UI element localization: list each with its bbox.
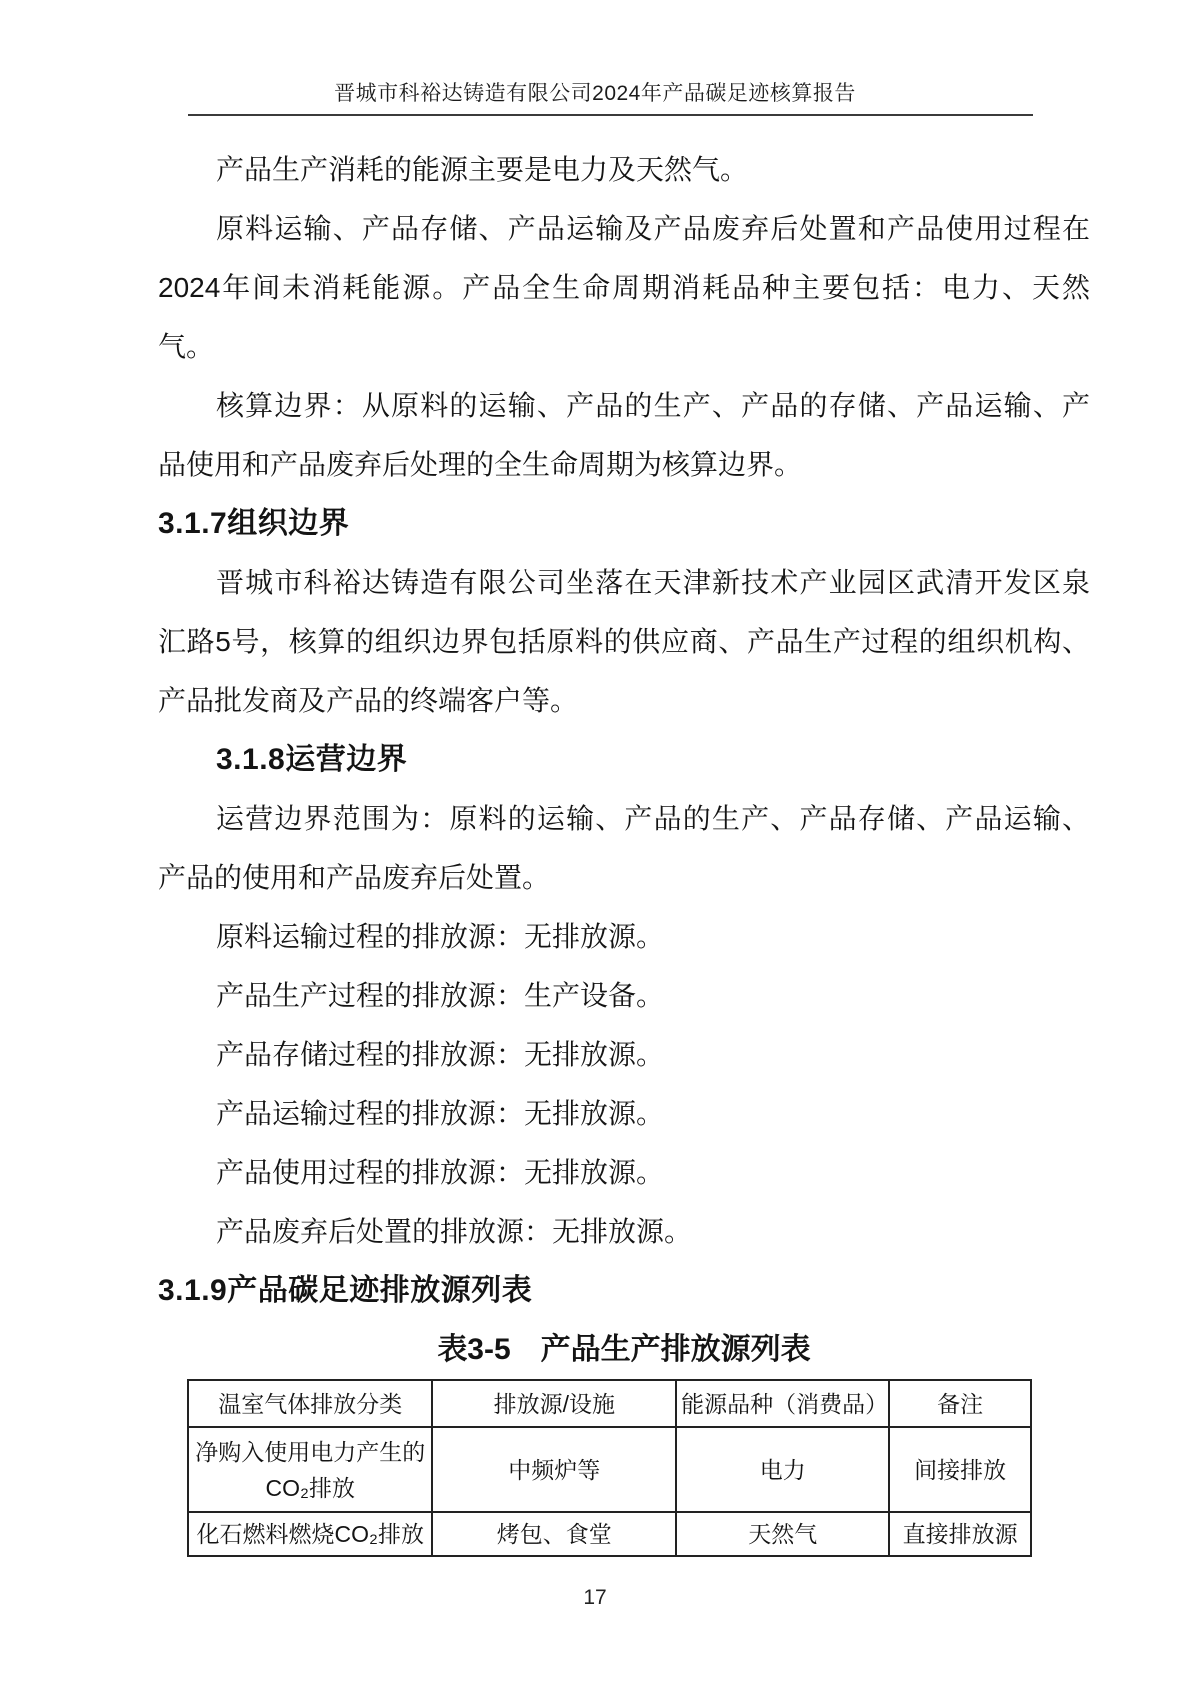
col-header-source: 排放源/设施	[432, 1380, 676, 1427]
cell-category: 化石燃料燃烧CO₂排放	[188, 1512, 432, 1556]
col-header-ghg-category: 温室气体排放分类	[188, 1380, 432, 1427]
cell-note: 直接排放源	[889, 1512, 1031, 1556]
cell-energy: 电力	[676, 1427, 889, 1512]
table-row	[188, 1427, 1031, 1512]
body-line: 产品生产过程的排放源：生产设备。	[216, 980, 665, 1011]
col-header-note: 备注	[889, 1380, 1031, 1427]
body-line: 产品生产消耗的能源主要是电力及天然气。	[216, 154, 749, 185]
body-line: 产品的使用和产品废弃后处置。	[158, 862, 551, 893]
body-line: 运营边界范围为：原料的运输、产品的生产、产品存储、产品运输、	[216, 803, 1090, 834]
section-heading-3-1-7: 3.1.7组织边界	[158, 507, 350, 540]
emission-source-table	[187, 1379, 1032, 1557]
body-line: 原料运输过程的排放源：无排放源。	[216, 921, 665, 952]
section-heading-3-1-8: 3.1.8运营边界	[216, 743, 408, 776]
body-line: 产品运输过程的排放源：无排放源。	[216, 1098, 665, 1129]
body-line: 晋城市科裕达铸造有限公司坐落在天津新技术产业园区武清开发区泉	[216, 567, 1090, 598]
body-line: 汇路5号，核算的组织边界包括原料的供应商、产品生产过程的组织机构、	[158, 626, 1090, 657]
table-row	[188, 1512, 1031, 1556]
table-caption-title: 产品生产排放源列表	[540, 1333, 811, 1366]
body-line: 2024年间未消耗能源。产品全生命周期消耗品种主要包括：电力、天然	[158, 272, 1090, 303]
body-content	[158, 140, 1090, 1379]
section-heading-3-1-9: 3.1.9产品碳足迹排放源列表	[158, 1274, 533, 1307]
cell-category-line: CO₂排放	[265, 1474, 355, 1501]
cell-note: 间接排放	[889, 1427, 1031, 1512]
cell-source: 中频炉等	[432, 1427, 676, 1512]
body-line: 品使用和产品废弃后处理的全生命周期为核算边界。	[158, 449, 803, 480]
header-rule	[188, 114, 1033, 116]
body-line: 产品废弃后处置的排放源：无排放源。	[216, 1216, 693, 1247]
cell-source: 烤包、食堂	[432, 1512, 676, 1556]
body-line: 产品使用过程的排放源：无排放源。	[216, 1157, 665, 1188]
body-line: 产品批发商及产品的终端客户等。	[158, 685, 579, 716]
page-number: 17	[583, 1586, 607, 1609]
body-line: 核算边界：从原料的运输、产品的生产、产品的存储、产品运输、产	[216, 390, 1090, 421]
table-caption	[158, 1320, 1090, 1379]
table-caption-label: 表3-5	[437, 1333, 511, 1366]
cell-energy: 天然气	[676, 1512, 889, 1556]
cell-category	[188, 1427, 432, 1512]
body-line: 原料运输、产品存储、产品运输及产品废弃后处置和产品使用过程在	[216, 213, 1090, 244]
col-header-energy-type: 能源品种（消费品）	[676, 1380, 889, 1427]
body-line: 产品存储过程的排放源：无排放源。	[216, 1039, 665, 1070]
table-header-row	[188, 1380, 1031, 1427]
running-header-title: 晋城市科裕达铸造有限公司2024年产品碳足迹核算报告	[334, 82, 856, 105]
body-line: 气。	[158, 331, 215, 362]
cell-category-line: 净购入使用电力产生的	[195, 1438, 426, 1465]
